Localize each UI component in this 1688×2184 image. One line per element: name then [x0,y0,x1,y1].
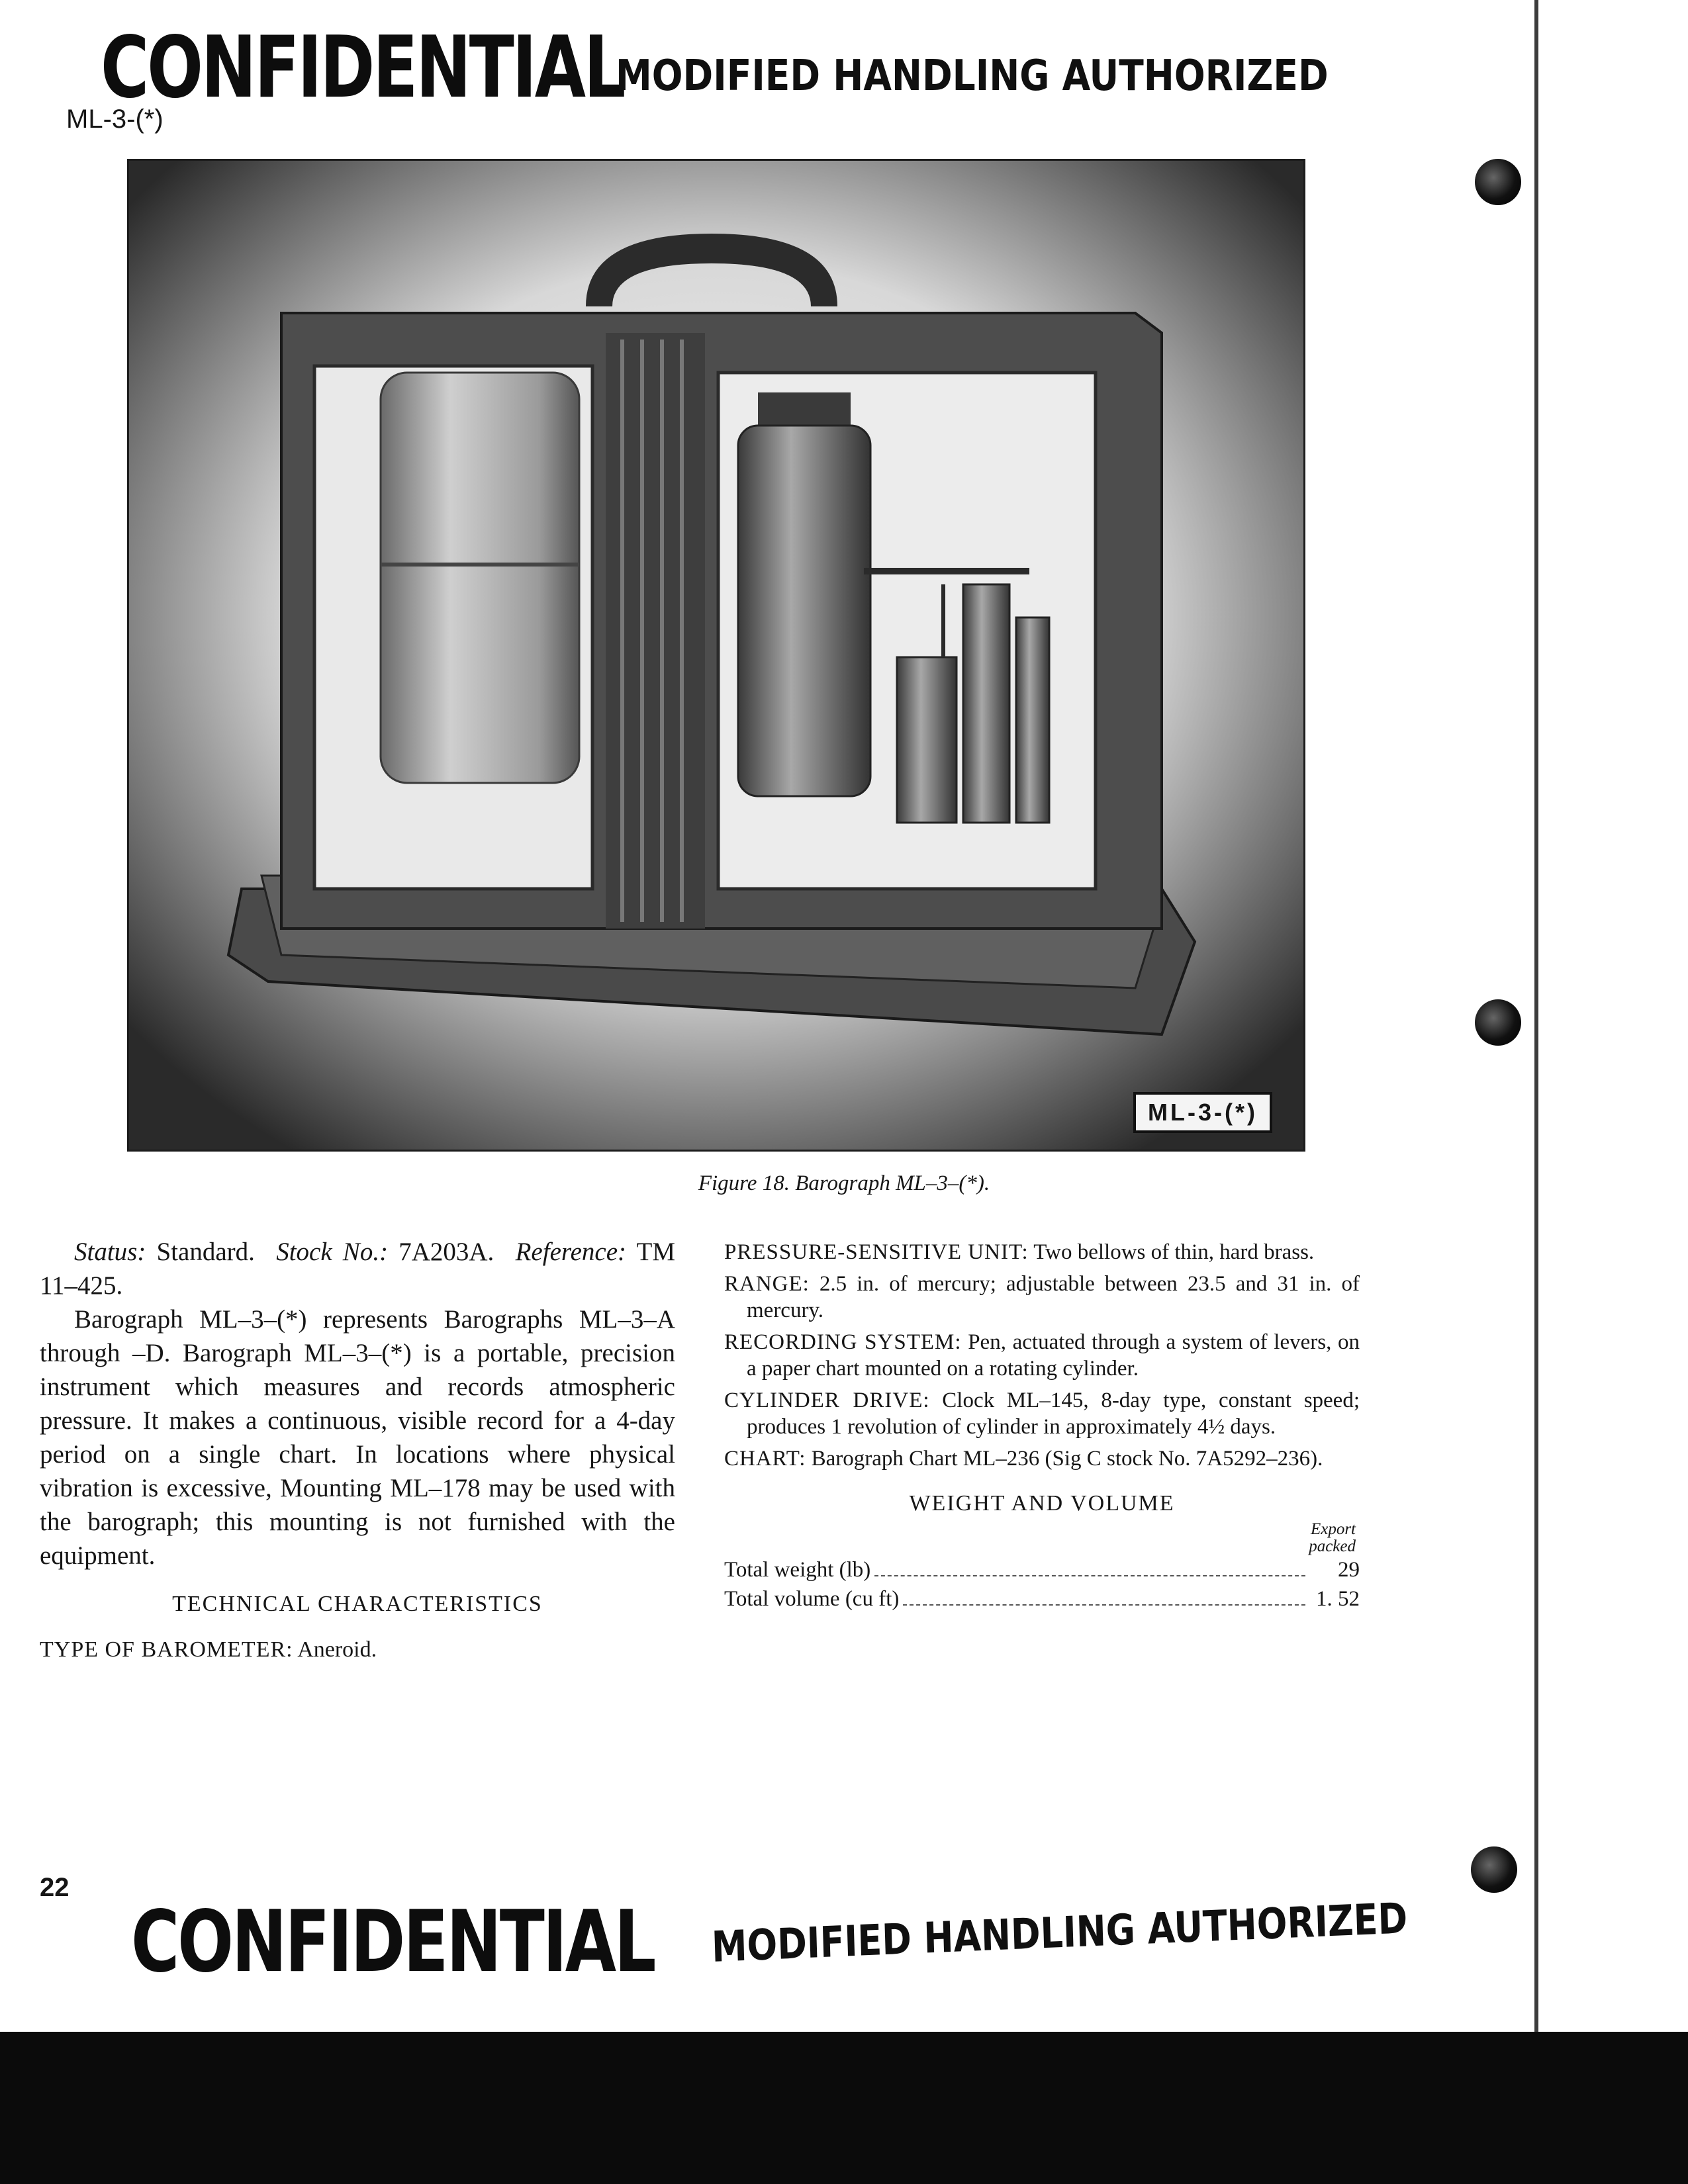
barometer-value: Aneroid. [293,1637,377,1662]
row-value: 1. 52 [1316,1587,1360,1611]
binder-hole [1475,999,1521,1046]
spec-text: Barograph Chart ML–236 (Sig C stock No. 7A5292–236). [806,1447,1323,1471]
status-label: Status: [74,1238,146,1266]
spec-pressure-unit [724,1239,1360,1265]
spec-label: RANGE: [724,1272,810,1296]
spec-cylinder-drive [724,1387,1360,1440]
handling-stamp-top: MODIFIED HANDLING AUTHORIZED [616,52,1329,101]
barometer-label: TYPE OF BAROMETER: [40,1637,293,1662]
handling-stamp-bottom: MODIFIED HANDLING AUTHORIZED [711,1894,1409,1972]
spec-label: CHART: [724,1447,806,1471]
right-column [724,1239,1360,1614]
barograph-illustration [129,161,1303,1150]
description: Barograph ML–3–(*) represents Barographs ML–3–A through –D. Barograph ML–3–(*) is a portable, precision instrument which measures and records atmospheric pressure. It makes a continuous, visible record for a 4-day period on a single chart. In locations where physical vibration is excessive, Mounting ML–178 may be used with the barograph; this mounting is not furnished with the equipment. [40,1305,675,1570]
spec-text: 2.5 in. of mercury; adjustable between 23.5 and 31 in. of mercury. [747,1272,1360,1322]
photo-label: ML-3-(*) [1133,1092,1272,1133]
scan-border [0,2032,1688,2184]
page-number: 22 [40,1873,70,1902]
table-row [724,1584,1360,1614]
stock-label: Stock No.: [276,1238,389,1266]
column-header-export: Export [1310,1520,1356,1538]
figure-caption: Figure 18. Barograph ML–3–(*). [698,1171,990,1195]
reference-value: TM 11–425. [40,1238,675,1300]
stock-value: 7A203A. [388,1238,494,1266]
row-value: 29 [1338,1558,1360,1582]
confidential-stamp-bottom: CONFIDENTIAL [131,1893,655,1991]
spec-text: Clock ML–145, 8-day type, constant speed; produces 1 revolution of cylinder in approximately 4½ days. [747,1388,1360,1439]
confidential-stamp-top: CONFIDENTIAL [101,19,624,117]
barograph-photo [127,159,1305,1152]
status-value: Standard. [146,1238,255,1266]
binder-hole [1475,159,1521,205]
spec-chart [724,1445,1360,1472]
weight-volume-table [724,1521,1360,1614]
page-edge [1534,0,1538,2032]
model-code: ML-3-(*) [66,105,164,134]
weight-volume-heading: WEIGHT AND VOLUME [909,1491,1175,1516]
spec-recording-system [724,1329,1360,1382]
reference-label: Reference: [515,1238,627,1266]
table-row [724,1555,1360,1584]
spec-label: RECORDING SYSTEM: [724,1330,962,1354]
spec-range [724,1271,1360,1324]
status-line [40,1235,675,1302]
barometer-type [40,1633,675,1666]
leader-dots [874,1575,1305,1576]
spec-text: Two bellows of thin, hard brass. [1028,1240,1315,1264]
row-label: Total volume (cu ft) [724,1587,900,1611]
column-header-packed: packed [1309,1537,1356,1555]
spec-label: PRESSURE-SENSITIVE UNIT: [724,1240,1029,1264]
binder-hole [1471,1846,1517,1893]
spec-label: CYLINDER DRIVE: [724,1388,930,1412]
left-column [40,1235,675,1666]
row-label: Total weight (lb) [724,1558,871,1582]
spec-text: Pen, actuated through a system of levers, on a paper chart mounted on a rotating cylinder. [747,1330,1360,1381]
tech-heading: TECHNICAL CHARACTERISTICS [172,1592,543,1616]
leader-dots [903,1604,1305,1606]
